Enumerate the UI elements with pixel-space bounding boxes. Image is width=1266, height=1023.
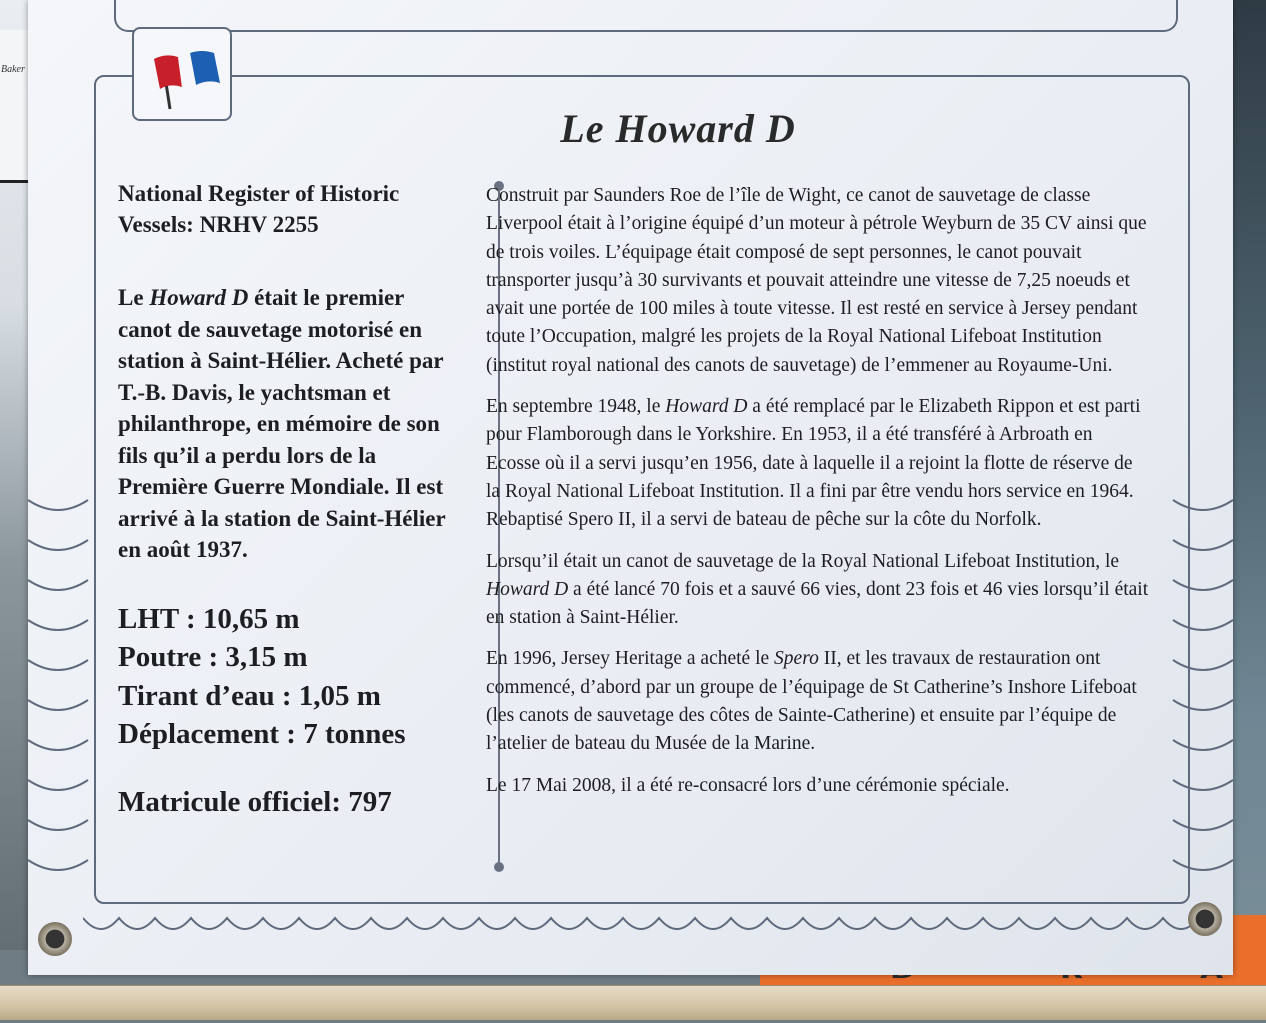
spec-length: LHT : 10,65 m: [118, 602, 300, 635]
history-paragraph-4: [486, 645, 1151, 758]
paragraph-text: Lorsqu’il était un canot de sauvetage de la Royal National Lifeboat Institution, le: [486, 550, 1120, 572]
boat-name: Spero: [774, 648, 819, 670]
official-number: Matricule officiel: 797: [118, 785, 392, 818]
divider-ornament-bottom: [494, 862, 504, 872]
intro-paragraph: [118, 282, 463, 566]
french-flag-icon: [134, 29, 230, 119]
intro-text: était le premier canot de sauvetage motorisé en station à Saint-Hélier. Acheté par T.-B. Davis, le yachtsman et philanthrope, en mémoire de son fils qu’il a perdu lors de la Première Guerre Mondiale. Il est arrivé à la station de Saint-Hélier en août 1937.: [118, 285, 446, 562]
register-heading: National Register of Historic Vessels: NRHV 2255: [118, 181, 400, 237]
history-paragraph-3: [486, 548, 1151, 633]
paragraph-text: En 1996, Jersey Heritage a acheté le: [486, 648, 775, 670]
sign-title: Le Howard D: [560, 106, 796, 151]
paragraph-text: II, et les travaux de restauration ont commencé, d’abord par un groupe de l’équipage de St Catherine’s Inshore Lifeboat (les canots de sauvetage des côtes de Sainte-Catherine) et ensuite par l’équipe de l’atelier de bateau du Musée de la Marine.: [486, 648, 1137, 755]
intro-text: Le: [118, 285, 150, 310]
paragraph-text: a été lancé 70 fois et a sauvé 66 vies, dont 23 fois et 46 vies lorsqu’il était en station à Saint-Hélier.: [486, 578, 1149, 629]
boat-name: Howard D: [486, 578, 569, 600]
spec-displacement: Déplacement : 7 tonnes: [118, 718, 406, 750]
intro-boat-name: Howard D: [149, 285, 249, 310]
right-column: [486, 182, 1151, 813]
boat-lettering: Baker: [1, 64, 25, 75]
french-flag-emblem: [132, 27, 232, 121]
spec-draught: Tirant d’eau : 1,05 m: [118, 679, 381, 712]
boat-name: Howard D: [665, 396, 748, 418]
wave-border-bottom: [83, 900, 1223, 952]
paragraph-text: En septembre 1948, le: [486, 396, 666, 418]
wave-border-left: [28, 490, 90, 900]
grommet-left: [38, 922, 72, 956]
spec-beam: Poutre : 3,15 m: [118, 641, 308, 673]
vessel-specs: [118, 600, 463, 754]
top-frame-border: [114, 0, 1178, 32]
history-paragraph-1: Construit par Saunders Roe de l’île de Wight, ce canot de sauvetage de classe Liverpool était à l’origine équipé d’un moteur à pétrole Weyburn de 35 CV ainsi que de trois voiles. L’équipage était composé de sept personnes, le canot pouvait transporter jusqu’à 30 survivants et pouvait atteindre une vitesse de 7,25 noeuds et avait une portée de 100 miles à toute vitesse. Il est resté en service à Jersey pendant toute l’Occupation, malgré les projets de la Royal National Lifeboat Institution (institut royal national des canots de sauvetage) de l’emmener au Royaume-Uni.: [486, 185, 1147, 376]
paragraph-text: a été remplacé par le Elizabeth Rippon et est parti pour Flamborough dans le Yorkshire. En 1953, il a été transféré à Arbroath en Ecosse où il a servi jusqu’en 1956, date à laquelle il a rejoint la flotte de réserve de la Royal National Lifeboat Institution. Il a fini par être vendu hors service en 1964. Rebaptisé Spero II, il a servi de bateau de pêche sur la côte du Norfolk.: [486, 396, 1141, 531]
wave-border-right: [1171, 490, 1233, 900]
history-paragraph-5: Le 17 Mai 2008, il a été re-consacré lors d’une cérémonie spéciale.: [486, 774, 1010, 796]
history-paragraph-2: [486, 393, 1151, 534]
left-column: [118, 178, 463, 819]
grommet-right: [1188, 902, 1222, 936]
wooden-pole: [0, 985, 1266, 1020]
